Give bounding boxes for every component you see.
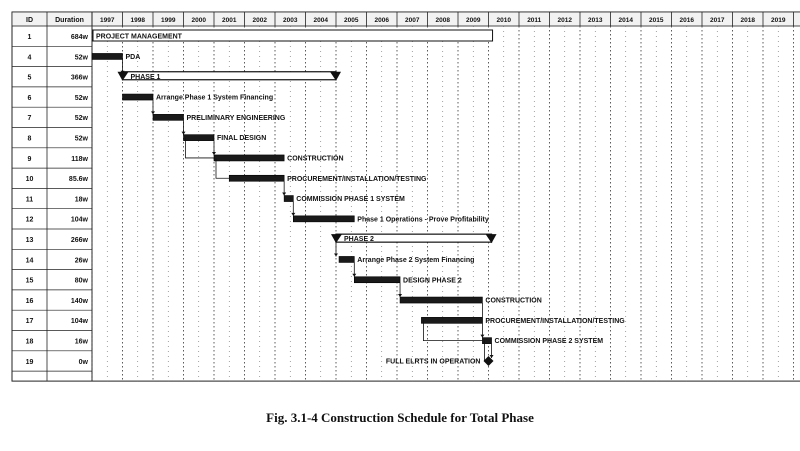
year-label: 2013 xyxy=(588,17,603,24)
task-label: COMMISSION PHASE 1 SYSTEM xyxy=(296,196,405,204)
task-id: 9 xyxy=(27,155,32,163)
year-label: 2002 xyxy=(252,17,267,24)
year-label: 2018 xyxy=(740,17,755,24)
dependency-arrow xyxy=(151,111,155,114)
task-duration: 140w xyxy=(70,297,88,305)
year-label: 2006 xyxy=(374,17,389,24)
task-bar xyxy=(354,277,400,283)
dependency-arrow xyxy=(291,213,295,216)
task-id: 4 xyxy=(27,54,32,62)
task-id: 15 xyxy=(25,277,34,285)
year-label: 2017 xyxy=(710,17,725,24)
task-bar xyxy=(184,135,215,141)
task-label: PHASE 1 xyxy=(130,73,161,81)
task-bar xyxy=(293,216,354,222)
year-label: 2015 xyxy=(649,17,664,24)
task-duration: 104w xyxy=(70,318,88,326)
year-label: 1997 xyxy=(100,17,115,24)
dependency-arrow xyxy=(398,294,402,297)
header-id: ID xyxy=(26,17,33,24)
task-label: COMMISSION PHASE 2 SYSTEM xyxy=(494,338,604,346)
task-duration: 366w xyxy=(70,74,88,82)
task-duration: 118w xyxy=(71,155,88,163)
year-label: 2016 xyxy=(679,17,694,24)
task-label: PROCUREMENT/INSTALLATION/TESTING xyxy=(485,317,625,325)
year-label: 2000 xyxy=(191,17,206,24)
task-bar xyxy=(214,155,284,161)
year-label: 2004 xyxy=(313,17,328,24)
task-label: FULL ELRTS IN OPERATION xyxy=(385,358,481,366)
task-bar xyxy=(153,114,184,120)
gantt-frame xyxy=(12,12,800,381)
dependency-arrow xyxy=(212,152,216,155)
dependency-arrow xyxy=(282,193,286,196)
task-label: FINAL DESIGN xyxy=(217,135,267,143)
year-label: 2011 xyxy=(527,17,542,24)
task-id: 17 xyxy=(25,318,34,326)
task-label: PDA xyxy=(125,53,141,61)
task-bar xyxy=(229,175,284,181)
task-id: 6 xyxy=(27,94,32,102)
task-duration: 52w xyxy=(74,94,88,102)
task-id: 13 xyxy=(25,237,34,244)
task-bar xyxy=(421,317,482,323)
task-id: 5 xyxy=(27,74,32,82)
task-duration: 684w xyxy=(70,34,88,41)
task-label: CONSTRUCTION xyxy=(485,297,542,305)
task-label: Arrange Phase 1 System Financing xyxy=(156,94,274,102)
year-label: 1998 xyxy=(130,17,145,24)
task-duration: 266w xyxy=(70,237,88,244)
year-label: 2003 xyxy=(283,17,298,24)
dependency-arrow xyxy=(352,274,356,277)
year-label: 2005 xyxy=(344,17,359,24)
dependency-arrow xyxy=(480,335,484,338)
year-label: 2014 xyxy=(618,17,633,24)
task-duration: 26w xyxy=(74,257,88,265)
dependency-arrow xyxy=(182,132,186,135)
figure-caption: Fig. 3.1-4 Construction Schedule for Total Phase xyxy=(266,410,534,425)
year-label: 2007 xyxy=(405,17,420,24)
task-label: PROJECT MANAGEMENT xyxy=(96,33,182,41)
task-duration: 85.6w xyxy=(68,176,88,184)
task-label: DESIGN PHASE 2 xyxy=(403,277,462,285)
task-duration: 80w xyxy=(74,277,88,285)
task-label: Phase 1 Operations - Prove Profitability xyxy=(357,216,489,224)
task-bar xyxy=(123,94,154,100)
task-bar xyxy=(482,338,491,344)
year-label: 2008 xyxy=(435,17,450,24)
task-id: 11 xyxy=(25,196,34,204)
year-label: 2012 xyxy=(557,17,572,24)
task-duration: 52w xyxy=(74,135,88,143)
task-duration: 52w xyxy=(74,54,88,62)
year-label: 2010 xyxy=(496,17,511,24)
task-label: PRELIMINARY ENGINEERING xyxy=(186,114,286,122)
year-label: 1999 xyxy=(161,17,176,24)
task-id: 10 xyxy=(25,176,34,184)
year-label: 2009 xyxy=(466,17,481,24)
task-label: PROCUREMENT/INSTALLATION/TESTING xyxy=(287,175,427,183)
year-label: 2019 xyxy=(771,17,786,24)
task-id: 8 xyxy=(27,135,32,143)
dependency-arrow xyxy=(334,253,338,256)
task-bar xyxy=(284,196,293,202)
task-duration: 52w xyxy=(74,115,88,123)
task-label: PHASE 2 xyxy=(344,236,374,244)
task-duration: 104w xyxy=(70,216,88,224)
task-duration: 0w xyxy=(78,358,88,366)
task-id: 12 xyxy=(25,216,34,224)
task-bar xyxy=(339,256,354,262)
task-duration: 16w xyxy=(74,338,88,346)
task-bar xyxy=(92,53,123,59)
year-label: 2001 xyxy=(222,17,237,24)
dependency-arrow xyxy=(490,355,494,358)
task-duration: 18w xyxy=(74,196,88,204)
task-id: 7 xyxy=(27,115,32,123)
task-id: 18 xyxy=(25,338,34,346)
task-id: 1 xyxy=(27,34,32,41)
task-label: CONSTRUCTION xyxy=(287,155,344,163)
header-duration: Duration xyxy=(55,17,84,24)
task-id: 16 xyxy=(25,297,34,305)
task-id: 14 xyxy=(25,257,34,265)
task-bar xyxy=(400,297,482,303)
task-label: Arrange Phase 2 System Financing xyxy=(357,256,475,264)
task-id: 19 xyxy=(25,358,34,366)
